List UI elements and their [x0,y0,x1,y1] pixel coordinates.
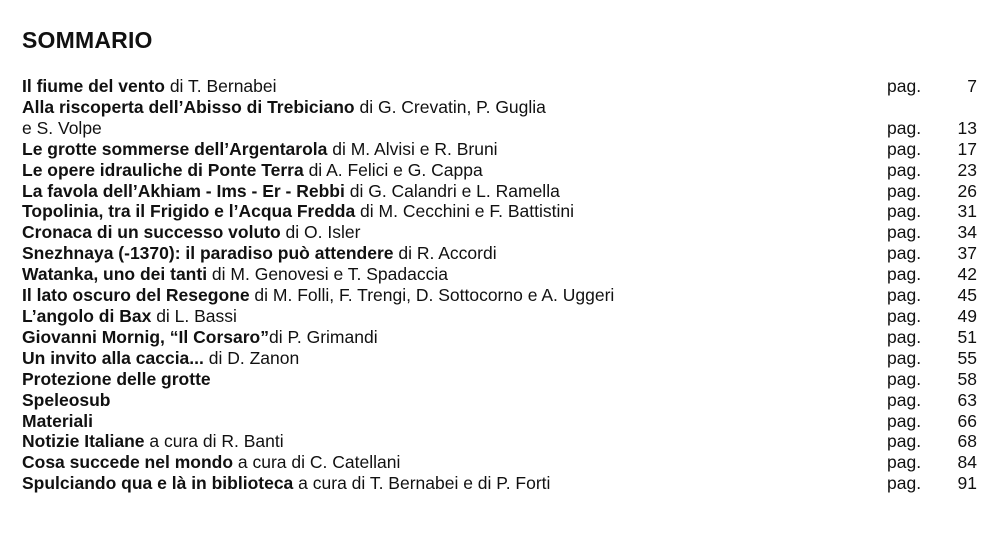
entry-authors: a cura di T. Bernabei e di P. Forti [293,473,551,494]
page-number: 63 [957,389,977,410]
entry-title: Il lato oscuro del Resegone [22,285,250,306]
entry-title: Cronaca di un successo voluto [22,222,281,243]
page-number: 26 [957,180,977,201]
toc-list [22,76,977,494]
page-word: pag. [887,305,922,326]
page-reference [887,285,977,306]
page-reference [887,306,977,327]
page-word: pag. [887,347,922,368]
page-reference [887,76,977,97]
toc-entry [22,264,977,285]
page-reference [887,390,977,411]
entry-authors: di T. Bernabei [164,76,277,96]
toc-entry [22,327,977,348]
page-word: pag. [887,452,922,473]
entry-authors: di M. Genovesi e T. Spadaccia [207,264,448,285]
toc-entry [22,473,977,494]
entry-title: Snezhnaya (-1370): il paradiso può attendere [22,243,394,264]
toc-entry [22,97,977,139]
page-word: pag. [887,138,922,159]
entry-authors: di L. Bassi [151,305,237,326]
entry-title: Watanka, uno dei tanti [22,264,208,285]
toc-entry [22,181,977,202]
page-number: 51 [957,326,977,347]
entry-title: Il fiume del vento [22,76,165,96]
page-number: 68 [957,431,977,452]
page-word: pag. [887,180,922,201]
page-number: 34 [957,222,977,243]
page-reference [887,181,977,202]
page-reference [887,348,977,369]
page-reference [887,411,977,432]
toc-entry [22,243,977,264]
page-word: pag. [887,222,922,243]
entry-title: Le grotte sommerse dell’Argentarola [22,138,328,159]
toc-entry [22,306,977,327]
table-of-contents [22,26,977,494]
entry-title: Speleosub [22,389,111,410]
entry-title: Materiali [22,410,93,431]
entry-authors: di A. Felici e G. Cappa [303,159,483,180]
page-number: 55 [957,347,977,368]
page-reference [887,327,977,348]
page-reference [887,473,977,494]
page-reference [887,160,977,181]
entry-authors: di D. Zanon [203,347,300,368]
page-word: pag. [887,159,922,180]
page-word: pag. [887,410,922,431]
page-reference [887,264,977,285]
page-number: 13 [957,117,977,138]
entry-title: Cosa succede nel mondo [22,452,234,473]
page-word: pag. [887,389,922,410]
page-reference [887,369,977,390]
page-word: pag. [887,117,922,138]
entry-authors: di G. Crevatin, P. Guglia [354,96,546,117]
entry-title: Le opere idrauliche di Ponte Terra [22,159,304,180]
entry-title: L’angolo di Bax [22,305,152,326]
page-number: 66 [957,410,977,431]
page-word: pag. [887,285,922,306]
page-word: pag. [887,473,922,494]
page-number: 58 [957,368,977,389]
page-title: SOMMARIO [22,27,153,53]
entry-authors: di G. Calandri e L. Ramella [344,180,560,201]
toc-entry [22,369,977,390]
page-reference [887,139,977,160]
page-reference [887,118,977,139]
entry-title: La favola dell’Akhiam - Ims - Er - Rebbi [22,180,345,201]
entry-authors: di M. Folli, F. Trengi, D. Sottocorno e A. Uggeri [249,285,615,306]
page-number: 17 [957,138,977,159]
entry-authors: di M. Alvisi e R. Bruni [327,138,498,159]
toc-entry [22,76,977,97]
entry-title: Un invito alla caccia... [22,347,204,368]
toc-entry [22,411,977,432]
page-word: pag. [887,201,922,222]
page-reference [887,222,977,243]
entry-title: Topolinia, tra il Frigido e l’Acqua Fredda [22,201,356,222]
entry-authors: di P. Grimandi [268,326,378,347]
toc-entry [22,285,977,306]
entry-authors: di R. Accordi [393,243,497,264]
entry-authors: di O. Isler [280,222,361,243]
entry-authors: di M. Cecchini e F. Battistini [355,201,575,222]
page-word: pag. [887,326,922,347]
page-word: pag. [887,264,922,285]
toc-entry [22,222,977,243]
page-number: 37 [957,243,977,264]
page-reference [887,243,977,264]
toc-entry [22,139,977,160]
page-number: 23 [957,159,977,180]
entry-title: Giovanni Mornig, “Il Corsaro” [22,326,269,347]
page-word: pag. [887,431,922,452]
page-number: 42 [957,264,977,285]
entry-authors: a cura di C. Catellani [233,452,401,473]
page-word: pag. [887,368,922,389]
page-number: 49 [957,305,977,326]
toc-entry [22,160,977,181]
page-word: pag. [887,243,922,264]
entry-title: Spulciando qua e là in biblioteca [22,473,294,494]
page-number: 31 [957,201,977,222]
entry-title: Protezione delle grotte [22,368,211,389]
toc-entry [22,431,977,452]
page-reference [887,452,977,473]
toc-entry [22,390,977,411]
page-reference [887,201,977,222]
entry-authors: a cura di R. Banti [144,431,284,452]
page-word: pag. [887,76,922,96]
toc-entry [22,201,977,222]
page-number: 45 [957,285,977,306]
page-number: 91 [957,473,977,494]
page-number: 7 [967,76,977,96]
toc-entry [22,452,977,473]
entry-authors-continued: e S. Volpe [22,117,102,138]
entry-title: Alla riscoperta dell’Abisso di Trebiciano [22,96,355,117]
page-number: 84 [957,452,977,473]
entry-title: Notizie Italiane [22,431,145,452]
page-reference [887,431,977,452]
toc-entry [22,348,977,369]
